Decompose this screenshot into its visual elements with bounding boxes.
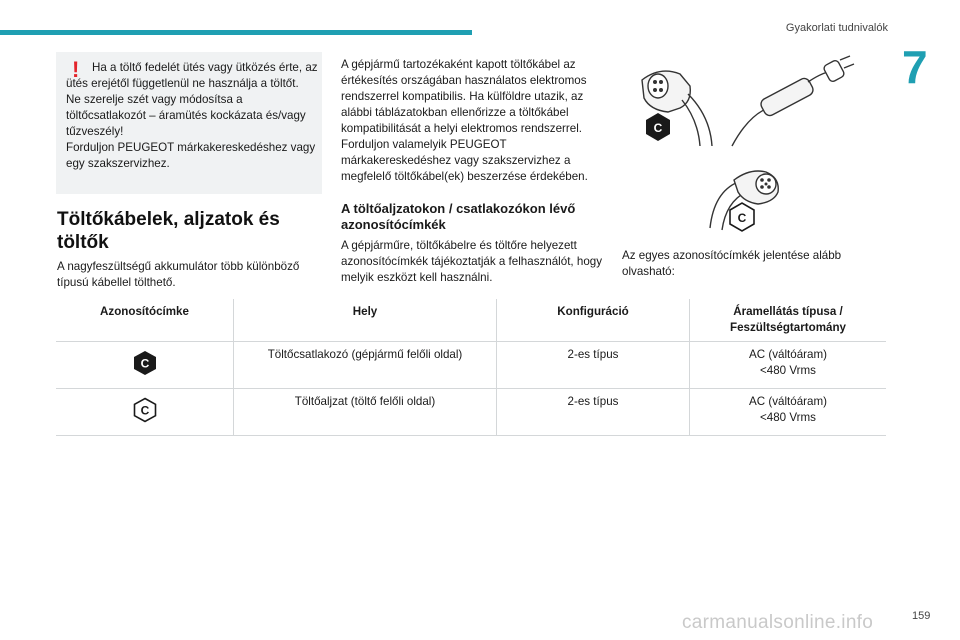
svg-text:C: C: [140, 356, 149, 371]
control-box-icon: [732, 72, 828, 146]
location-cell: Töltőcsatlakozó (gépjármű felőli oldal): [234, 342, 497, 389]
header-accent-bar: [0, 30, 472, 35]
supply-cell: AC (váltóáram) <480 Vrms: [690, 342, 887, 389]
wall-plug-icon: [823, 56, 854, 83]
section-title: Töltőkábelek, aljzatok és töltők: [57, 209, 280, 253]
header-location: Hely: [234, 299, 497, 342]
table-row: [56, 389, 886, 436]
charger-label-letter: C: [737, 211, 747, 225]
charging-cable-illustration: [620, 50, 860, 150]
warning-text: Ha a töltő fedelét ütés vagy ütközés érte, az ütés erejétől függetlenül ne használja a töltőt. Ne szerelje szét vagy módosítsa a töltőcsatlakozót – áramütés kockázata és/vagy tűzveszély! Forduljon PEUGEOT márkakereskedéshez vagy egy szakszervizhez.: [66, 61, 318, 170]
subsection-text: A gépjárműre, töltőkábelre és töltőre helyezett azonosítócímkék tájékoztatják a felhasználót, hogy melyik eszközt kell használni.: [341, 239, 603, 284]
location-cell: Töltőaljzat (töltő felőli oldal): [234, 389, 497, 436]
chapter-number: 7: [902, 41, 928, 93]
cable-compatibility-text: A gépjármű tartozékaként kapott töltőkábel az értékesítés országában használatos elektromos rendszerrel kompatibilis. Ha külföldre utazik, az alábbi táblázatokban ellenőrizze a töltőkábel kompatibilitását a helyi elektromos rendszerrel. Forduljon valamelyik PEUGEOT márkakereskedéshez vagy szakszervizhez a megfelelő töltőkábel(ek) beszerzése érdekében.: [341, 58, 588, 183]
table-row: [56, 342, 886, 389]
header-label: Azonosítócímke: [56, 299, 234, 342]
header-supply: Áramellátás típusa / Feszültségtartomány: [690, 299, 887, 342]
chapter-title: Gyakorlati tudnivalók: [785, 22, 888, 34]
outline-hexagon-label-icon: [132, 397, 158, 423]
vehicle-label-letter: C: [653, 121, 663, 135]
watermark: carmanualsonline.info: [682, 612, 874, 633]
warning-box: [56, 52, 322, 194]
filled-hexagon-label-icon: [132, 350, 158, 376]
label-cell: [56, 342, 234, 389]
warning-icon: !: [72, 57, 80, 82]
charger-label-badge: [730, 203, 754, 231]
vehicle-label-badge: [646, 113, 670, 141]
page-number: 159: [912, 610, 931, 622]
section-intro: A nagyfeszültségű akkumulátor több különböző típusú kábellel tölthető.: [57, 260, 300, 289]
table-header-row: [56, 299, 886, 342]
svg-text:C: C: [140, 403, 149, 418]
charger-socket-illustration: [690, 162, 790, 234]
header-configuration: Konfiguráció: [497, 299, 690, 342]
identifier-table: [56, 299, 886, 436]
configuration-cell: 2-es típus: [497, 389, 690, 436]
table-caption: Az egyes azonosítócímkék jelentése alább olvasható:: [622, 249, 842, 278]
subsection-title: A töltőaljzatokon / csatlakozókon lévő azonosítócímkék: [341, 201, 576, 232]
configuration-cell: 2-es típus: [497, 342, 690, 389]
supply-cell: AC (váltóáram) <480 Vrms: [690, 389, 887, 436]
label-cell: [56, 389, 234, 436]
